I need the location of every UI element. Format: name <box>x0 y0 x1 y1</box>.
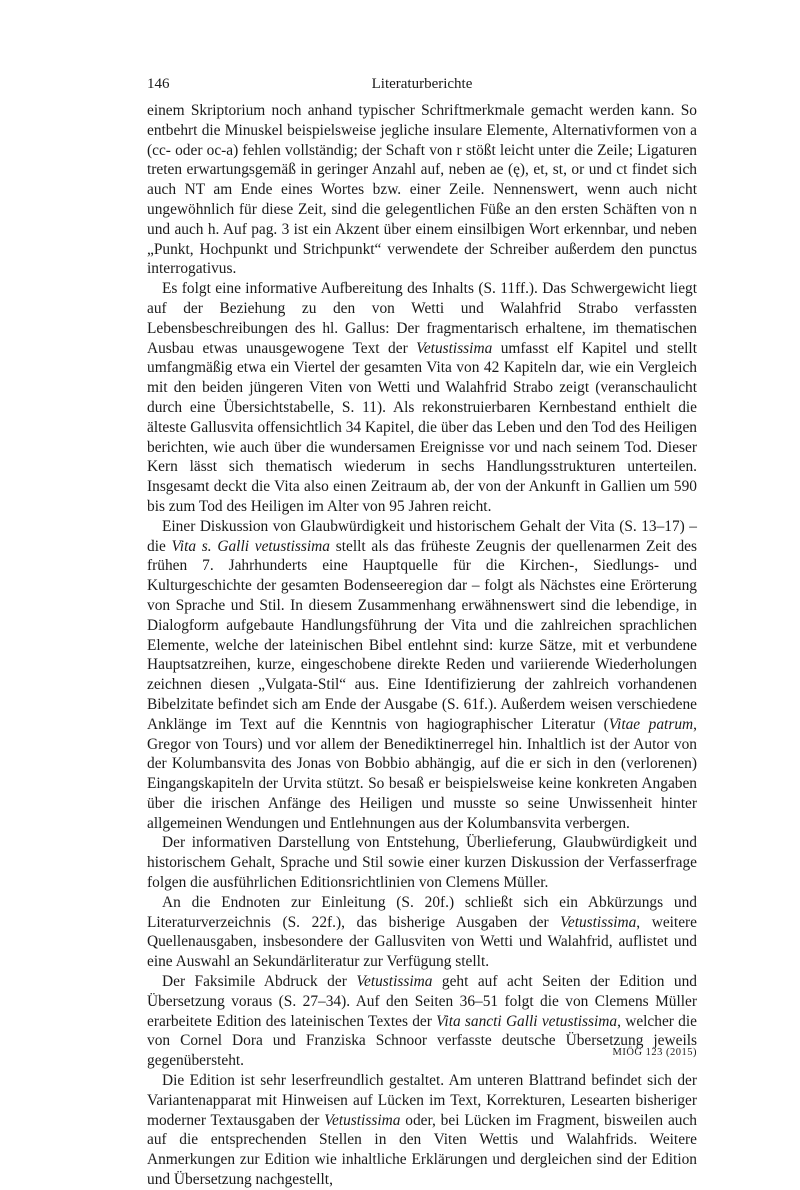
running-title: Literaturberichte <box>371 76 473 92</box>
text-run: Einer Diskussion von Glaubwürdigkeit und historischem Gehalt der Vita (S. 13–17) – die <box>147 517 697 555</box>
body-text <box>147 101 697 1190</box>
paragraph <box>147 101 697 279</box>
text-run: Der Faksimile Abdruck der <box>162 973 357 991</box>
italic-title: Vetustissima <box>356 973 433 991</box>
paragraph <box>147 1071 697 1190</box>
text-run: einem Skriptorium noch anhand typischer Schriftmerkmale gemacht werden kann. So entbehrt die Minuskel beispielsweise jegliche insulare Elemente, Alternativformen von a (cc- oder oc-a) fehlen vollständig; der Schaft von r stößt leicht unter die Zeile; Ligaturen treten erwartungsgemäß in geringer Anzahl auf, neben ae (ę), et, st, or und ct findet sich auch NT am Ende eines Wortes bzw. einer Zeile. Nennenswert, wenn auch nicht ungewöhnlich für diese Zeit, sind die gelegentlichen Füße an den ersten Schäften von n und auch h. Auf pag. 3 ist ein Akzent über einem einsilbigen Wort erkennbar, und neben „Punkt, Hochpunkt und Strichpunkt“ verwendete der Schreiber außerdem den punctus interrogativus. <box>147 102 697 278</box>
italic-title: Vitae patrum <box>608 715 694 733</box>
text-run: , welcher die von Cornel Dora und Franziska Schnoor verfasste deutsche Übersetzung jeweils gegenübersteht. <box>147 1012 697 1070</box>
journal-reference: MIÖG 123 (2015) <box>612 1047 697 1058</box>
italic-title: Vita s. Galli vetustissima <box>171 537 330 555</box>
paragraph <box>147 517 697 834</box>
page-number: 146 <box>147 76 170 92</box>
text-run: geht auf acht Seiten der Edition und Übersetzung voraus (S. 27–34). Auf den Seiten 36–51 folgt die von Clemens Müller erarbeitete Edition des lateinischen Textes der <box>147 973 697 1030</box>
paragraph <box>147 833 697 892</box>
text-run: Es folgt eine informative Aufbereitung des Inhalts (S. 11ff.). Das Schwergewicht liegt auf der Beziehung zu den von Wetti und Walahfrid Strabo verfassten Lebensbeschreibungen des hl. Gallus: Der fragmentarisch erhaltene, im thematischen Ausbau etwas unausgewogene Text der <box>147 280 697 357</box>
text-run: umfasst elf Kapitel und stellt umfangmäßig etwa ein Viertel der gesamten Vita von 42 Kapiteln dar, wie ein Vergleich mit den beiden jüngeren Viten von Wetti und Walahfrid Strabo zeigt (veranschaulicht durch eine Übersichtstabelle, S. 11). Als rekonstruierbaren Kernbestand enthielt die älteste Gallusvita offensichtlich 34 Kapitel, die über das Leben und den Tod des Heiligen berichten, wie auch über die wundersamen Ereignisse vor und nach seinem Tod. Dieser Kern lässt sich thematisch wiederum in sechs Handlungsstrukturen unterteilen. Insgesamt deckt die Vita also einen Zeitraum ab, der von der Ankunft in Gallien um 590 bis zum Tod des Heiligen im Alter von 95 Jahren reicht. <box>147 339 697 515</box>
italic-title: Vetustissima <box>416 339 493 357</box>
text-run: An die Endnoten zur Einleitung (S. 20f.) schließt sich ein Abkürzungs und Literaturverzeichnis (S. 22f.), das bisherige Ausgaben der <box>147 893 697 931</box>
text-run: stellt als das früheste Zeugnis der quellenarmen Zeit des frühen 7. Jahrhunderts eine Hauptquelle für die Kirchen-, Siedlungs- und Kulturgeschichte der gesamten Bodenseeregion dar – folgt als Nächstes eine Erörterung von Sprache und Stil. In diesem Zusammenhang erwähnenswert sind die lebendige, in Dialogform aufgebaute Handlungsführung der Vita und die zahlreichen sprachlichen Elemente, welche der lateinischen Bibel entlehnt sind: kurze Sätze, mit et verbundene Hauptsatzreihen, kurze, eingeschobene direkte Reden und variierende Wiederholungen zeichnen diesen „Vulgata-Stil“ aus. Eine Identifizierung der zahlreich vorhandenen Bibelzitate befindet sich am Ende der Ausgabe (S. 61f.). Außerdem weisen verschiedene Anklänge im Text auf die Kenntnis von hagiographischer Literatur ( <box>147 537 698 733</box>
italic-title: Vita sancti Galli vetustissima <box>436 1012 618 1030</box>
italic-title: Vetustissima <box>560 913 637 931</box>
paragraph <box>147 279 697 517</box>
text-run: , weitere Quellenausgaben, insbesondere der Gallusviten von Wetti und Walahfrid, auflistet und eine Auswahl an Sekundärliteratur zur Verfügung stellt. <box>147 913 697 971</box>
text-run: , Gregor von Tours) und vor allem der Benediktinerregel hin. Inhaltlich ist der Autor von der Kolumbansvita des Jonas von Bobbio abhängig, auf die er sich in den (verlorenen) Eingangskapiteln der Urvita stützt. So besaß er beispielsweise keine konkreten Angaben über die irischen Anfänge des Heiligen und musste so seine Unwissenheit hinter allgemeinen Wendungen und Entlehnungen aus der Kolumbansvita verbergen. <box>147 715 697 832</box>
paragraph <box>147 893 697 972</box>
page-header <box>147 76 697 96</box>
text-run: Die Edition ist sehr leserfreundlich gestaltet. Am unteren Blattrand befindet sich der Variantenapparat mit Hinweisen auf Lücken im Text, Korrekturen, Lesearten bisheriger moderner Textausgaben der <box>147 1072 697 1129</box>
text-run: oder, bei Lücken im Fragment, bisweilen auch auf die entsprechenden Stellen in den Viten Wettis und Walahfrids. Weitere Anmerkungen zur Edition wie inhaltliche Erklärungen und dergleichen sind der Edition und Übersetzung nachgestellt, <box>147 1111 697 1189</box>
italic-title: Vetustissima <box>324 1111 401 1129</box>
text-run: Der informativen Darstellung von Entstehung, Überlieferung, Glaubwürdigkeit und historischem Gehalt, Sprache und Stil sowie einer kurzen Diskussion der Verfasserfrage folgen die ausführlichen Editionsrichtlinien von Clemens Müller. <box>147 834 697 892</box>
